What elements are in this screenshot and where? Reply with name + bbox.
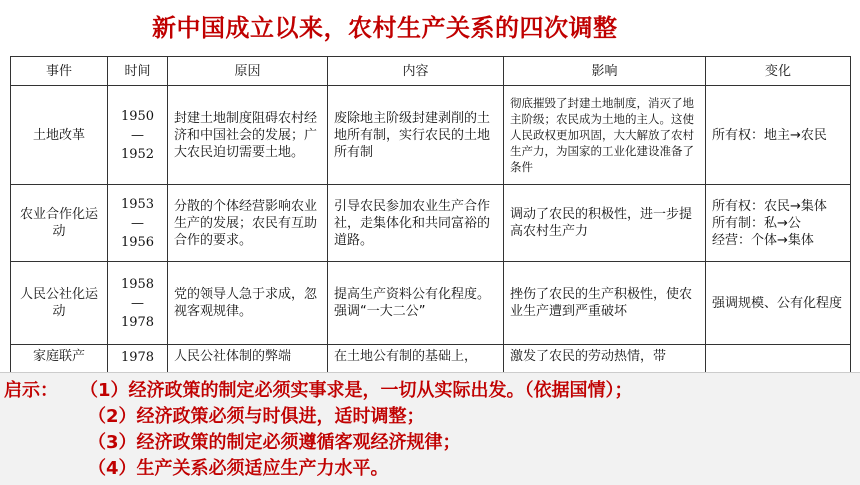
inspiration-item: （2）经济政策必须与时俱进，适时调整； xyxy=(88,406,425,427)
inspiration-label: 启示： xyxy=(4,380,58,401)
page-title: 新中国成立以来，农村生产关系的四次调整 xyxy=(152,14,618,42)
cell-content: 提高生产资料公有化程度。强调“一大二公” xyxy=(328,262,504,345)
time-start: 1950 xyxy=(120,108,155,124)
table-header-row xyxy=(11,57,851,86)
cell-impact: 激发了农民的劳动热情，带 xyxy=(504,345,706,382)
change-line: 经营：个体→集体 xyxy=(712,232,814,248)
time-end: 1952 xyxy=(120,146,155,162)
cell-change: 强调规模、公有化程度 xyxy=(706,262,851,345)
inspiration-item: （4）生产关系必须适应生产力水平。 xyxy=(88,458,389,479)
cell-time xyxy=(108,86,168,185)
cell-reason: 封建土地制度阻碍农村经济和中国社会的发展；广大农民迫切需要土地。 xyxy=(168,86,328,185)
time-dash: — xyxy=(131,127,144,143)
cell-reason: 党的领导人急于求成，忽视客观规律。 xyxy=(168,262,328,345)
inspiration-item: （3）经济政策的制定必须遵循客观经济规律； xyxy=(88,432,461,453)
adjustment-table xyxy=(10,56,851,382)
cell-impact: 挫伤了农民的生产积极性，使农业生产遭到严重破坏 xyxy=(504,262,706,345)
header-change: 变化 xyxy=(706,57,851,86)
inspiration-item: （1）经济政策的制定必须实事求是，一切从实际出发。（依据国情）； xyxy=(80,380,633,401)
cell-content: 在土地公有制的基础上， xyxy=(328,345,504,382)
header-impact: 影响 xyxy=(504,57,706,86)
cell-event: 家庭联产 xyxy=(11,345,108,382)
cell-time: 1978 xyxy=(108,345,168,382)
cell-event: 人民公社化运动 xyxy=(11,262,108,345)
header-time: 时间 xyxy=(108,57,168,86)
time-end: 1978 xyxy=(120,314,155,330)
cell-impact: 彻底摧毁了封建土地制度，消灭了地主阶级；农民成为土地的主人。这使人民政权更加巩固，大大解放了农村生产力，为国家的工业化建设准备了条件 xyxy=(504,86,706,185)
cell-time xyxy=(108,185,168,262)
cell-time xyxy=(108,262,168,345)
cell-change xyxy=(706,185,851,262)
time-start: 1958 xyxy=(120,276,155,292)
time-end: 1956 xyxy=(120,234,155,250)
cell-event: 农业合作化运动 xyxy=(11,185,108,262)
cell-impact: 调动了农民的积极性，进一步提高农村生产力 xyxy=(504,185,706,262)
header-reason: 原因 xyxy=(168,57,328,86)
cell-reason: 人民公社体制的弊端 xyxy=(168,345,328,382)
change-line: 所有权：农民→集体 xyxy=(712,198,827,214)
cell-change: 所有权：地主→农民 xyxy=(706,86,851,185)
time-dash: — xyxy=(131,215,144,231)
change-line: 所有制：私→公 xyxy=(712,215,801,231)
header-event: 事件 xyxy=(11,57,108,86)
cell-event: 土地改革 xyxy=(11,86,108,185)
time-dash: — xyxy=(131,295,144,311)
cell-content: 废除地主阶级封建剥削的土地所有制，实行农民的土地所有制 xyxy=(328,86,504,185)
cell-content: 引导农民参加农业生产合作社，走集体化和共同富裕的道路。 xyxy=(328,185,504,262)
table-row xyxy=(11,262,851,345)
table-row xyxy=(11,185,851,262)
cell-reason: 分散的个体经营影响农业生产的发展；农民有互助合作的要求。 xyxy=(168,185,328,262)
header-content: 内容 xyxy=(328,57,504,86)
time-start: 1953 xyxy=(120,196,155,212)
table-row xyxy=(11,86,851,185)
